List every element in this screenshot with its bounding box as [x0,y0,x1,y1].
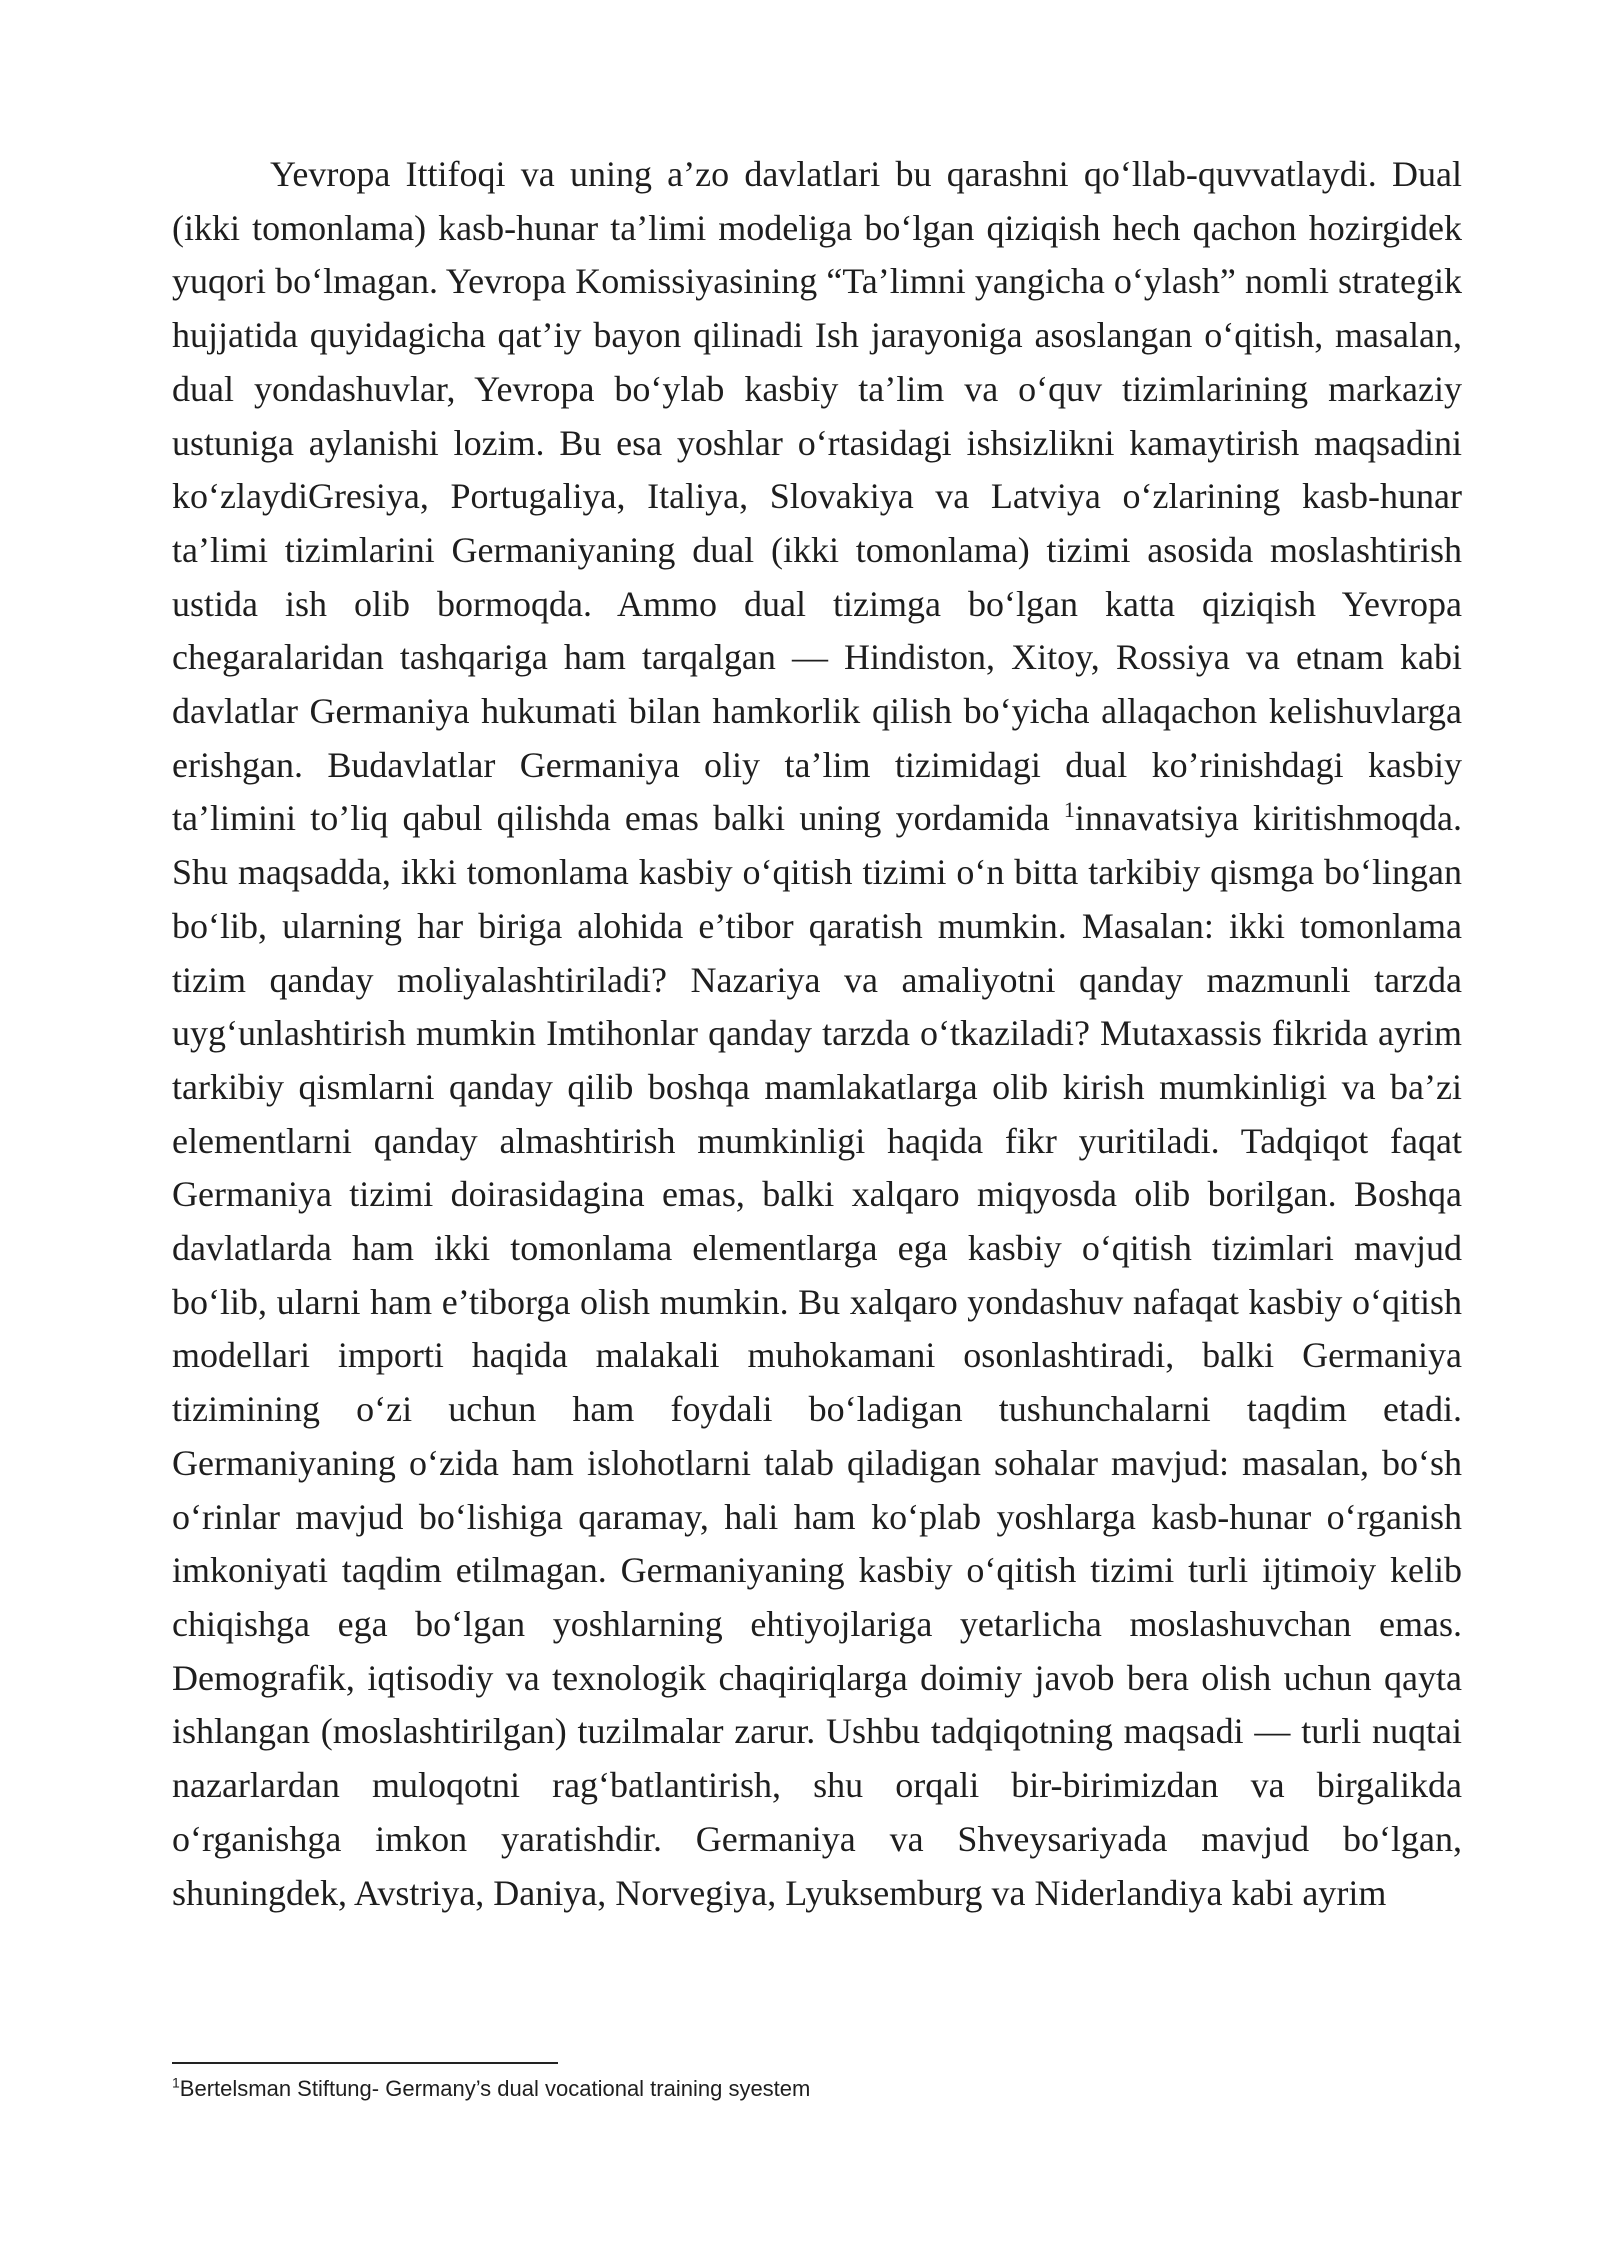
paragraph-text-part2: innavatsiya kiritishmoqda. Shu maqsadda, ikki tomonlama kasbiy o‘qitish tizimi o‘n bitta tarkibiy qismga bo‘lingan bo‘lib, ularning har biriga alohida e’tibor qaratish mumkin. Masalan: ikki tomonlama tizim qanday moliyalashtiriladi? Nazariya va amaliyotni qanday mazmunli tarzda uyg‘unlashtirish mumkin Imtihonlar qanday tarzda o‘tkaziladi? Mutaxassis fikrida ayrim tarkibiy qismlarni qanday qilib boshqa mamlakatlarga olib kirish mumkinligi va ba’zi elementlarni qanday almashtirish mumkinligi haqida fikr yuritiladi. Tadqiqot faqat Germaniya tizimi doirasidagina emas, balki xalqaro miqyosda olib borilgan. Boshqa davlatlarda ham ikki tomonlama elementlarga ega kasbiy o‘qitish tizimlari mavjud bo‘lib, ularni ham e’tiborga olish mumkin. Bu xalqaro yondashuv nafaqat kasbiy o‘qitish modellari importi haqida malakali muhokamani osonlashtiradi, balki Germaniya tizimining o‘zi uchun ham foydali bo‘ladigan tushunchalarni taqdim etadi. Germaniyaning o‘zida ham islohotlarni talab qiladigan sohalar mavjud: masalan, bo‘sh o‘rinlar mavjud bo‘lishiga qaramay, hali ham ko‘plab yoshlarga kasb-hunar o‘rganish imkoniyati taqdim etilmagan. Germaniyaning kasbiy o‘qitish tizimi turli ijtimoiy kelib chiqishga ega bo‘lgan yoshlarning ehtiyojlariga yetarlicha moslashuvchan emas. Demografik, iqtisodiy va texnologik chaqiriqlarga doimiy javob bera olish uchun qayta ishlangan (moslashtirilgan) tuzilmalar zarur. Ushbu tadqiqotning maqsadi — turli nuqtai nazarlardan muloqotni rag‘batlantirish, shu orqali bir-birimizdan va birgalikda o‘rganishga imkon yaratishdir. Germaniya va Shveysariyada mavjud bo‘lgan, shuningdek, Avstriya, Daniya, Norvegiya, Lyuksemburg va Niderlandiya kabi ayrim [172,798,1462,1913]
footnote-separator [172,2062,558,2064]
footnote-number: 1 [172,2074,180,2091]
footnote [172,2074,810,2104]
footnote-reference[interactable]: 1 [1063,797,1075,823]
footnote-text: Bertelsman Stiftung- Germany’s dual vocational training syestem [179,2076,811,2101]
paragraph-text-part1: Yevropa Ittifoqi va uning a’zo davlatlari bu qarashni qo‘llab-quvvatlaydi. Dual (ikki tomonlama) kasb-hunar ta’limi modeliga bo‘lgan qiziqish hech qachon hozirgidek yuqori bo‘lmagan. Yevropa Komissiyasining “Ta’limni yangicha o‘ylash” nomli strategik hujjatida quyidagicha qat’iy bayon qilinadi Ish jarayoniga asoslangan o‘qitish, masalan, dual yondashuvlar, Yevropa bo‘ylab kasbiy ta’lim va o‘quv tizimlarining markaziy ustuniga aylanishi lozim. Bu esa yoshlar o‘rtasidagi ishsizlikni kamaytirish maqsadini ko‘zlaydiGresiya, Portugaliya, Italiya, Slovakiya va Latviya o‘zlarining kasb-hunar ta’limi tizimlarini Germaniyaning dual (ikki tomonlama) tizimi asosida moslashtirish ustida ish olib bormoqda. Ammo dual tizimga bo‘lgan katta qiziqish Yevropa chegaralaridan tashqariga ham tarqalgan — Hindiston, Xitoy, Rossiya va etnam kabi davlatlar Germaniya hukumati bilan hamkorlik qilish bo‘yicha allaqachon kelishuvlarga erishgan. Budavlatlar Germaniya oliy ta’lim tizimidagi dual ko’rinishdagi kasbiy ta’limini to’liq qabul qilishda emas balki uning yordamida [172,154,1462,839]
body-paragraph [172,148,1462,1920]
